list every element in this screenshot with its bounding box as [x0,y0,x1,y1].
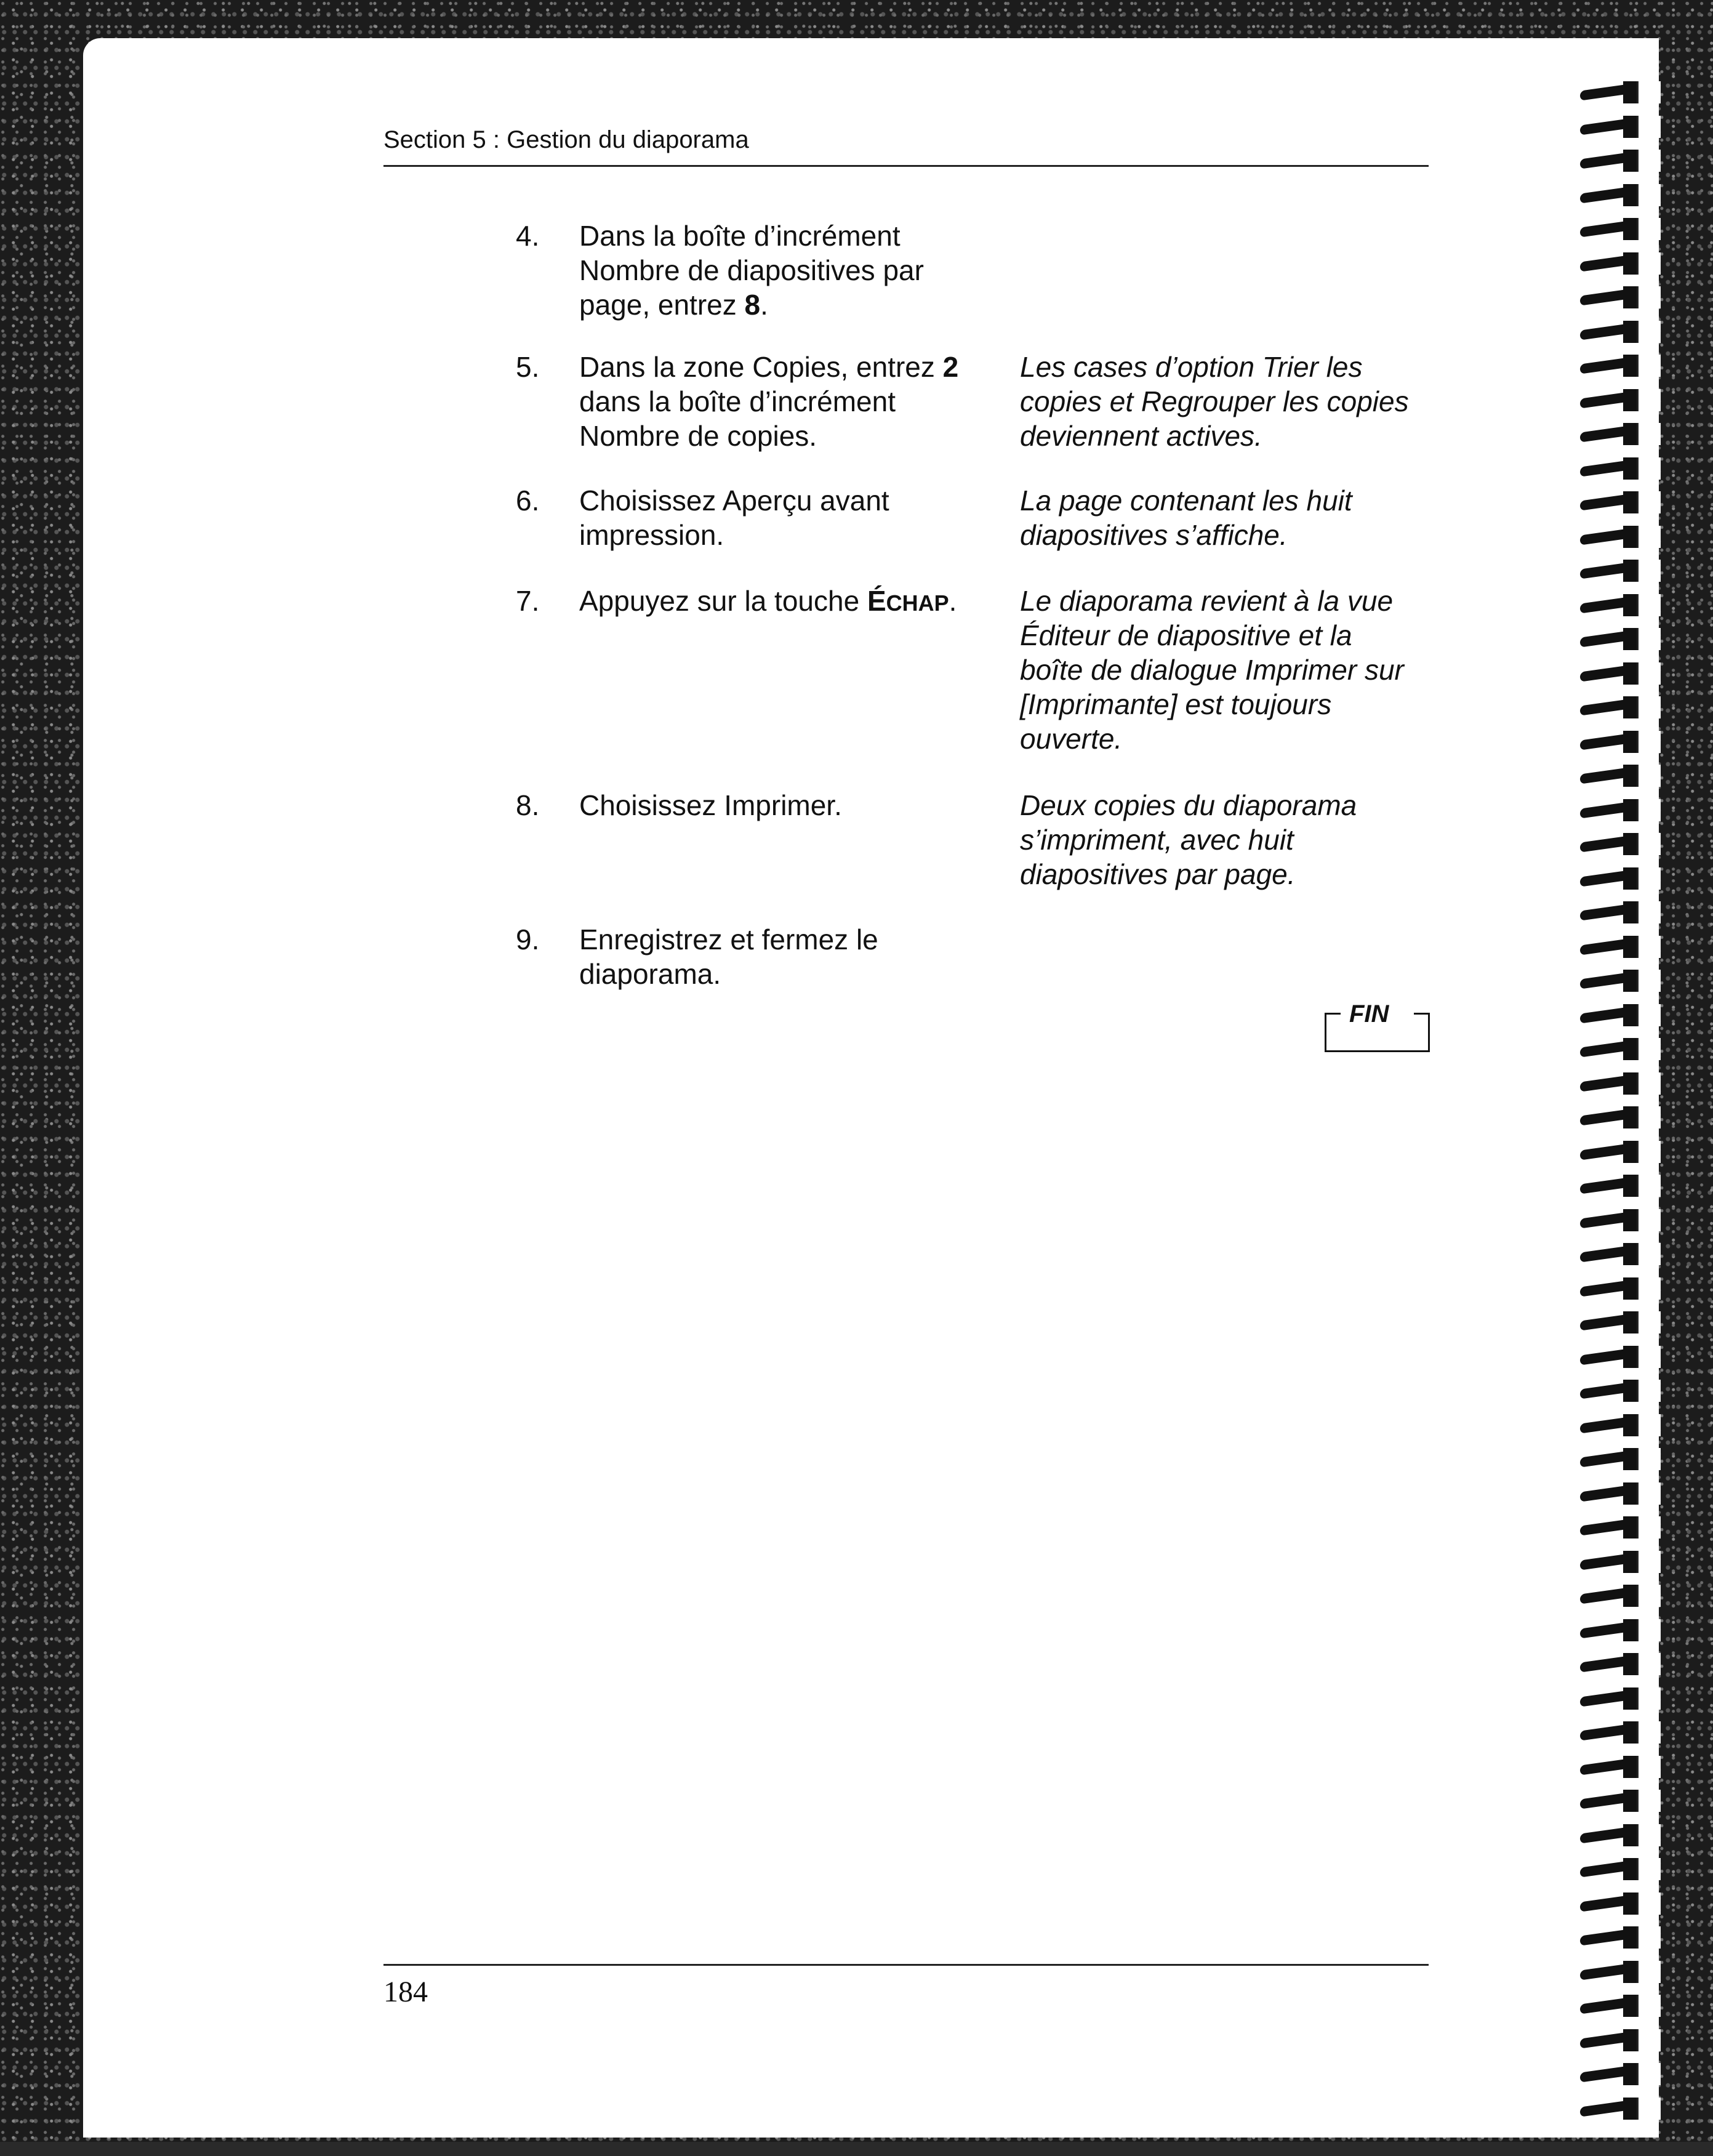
step-number: 4. [516,220,540,252]
spiral-coil [1580,1893,1659,1915]
spiral-binding [1579,81,1659,2156]
spiral-coil [1580,355,1659,377]
spiral-coil [1580,1038,1659,1060]
spiral-coil [1580,321,1659,343]
spiral-coil [1580,867,1659,890]
spiral-coil [1580,423,1659,445]
step-number: 9. [516,923,540,955]
spiral-coil [1580,799,1659,821]
spiral-coil [1580,1482,1659,1505]
spiral-coil [1580,2063,1659,2085]
step-instruction: Appuyez sur la touche ÉCHAP. [579,585,957,617]
spiral-coil [1580,696,1659,718]
spiral-coil [1580,252,1659,275]
step-instruction: Enregistrez et fermez le diaporama. [579,923,878,990]
step-instruction: Choisissez Aperçu avant impression. [579,485,889,551]
spiral-coil [1580,901,1659,923]
spiral-coil [1580,970,1659,992]
spiral-coil [1580,765,1659,787]
spiral-coil [1580,628,1659,650]
spiral-coil [1580,1311,1659,1333]
spiral-coil [1580,1106,1659,1128]
spiral-coil [1580,1551,1659,1573]
spiral-coil [1580,1653,1659,1675]
step-number: 7. [516,585,540,617]
running-head: Section 5 : Gestion du diaporama [383,126,749,153]
spiral-coil [1580,1824,1659,1846]
spiral-coil [1580,218,1659,240]
spiral-coil [1580,1209,1659,1231]
spiral-coil [1580,1243,1659,1265]
spiral-coil [1580,491,1659,513]
step-6-result: La page contenant les huit diapositives s’affiche. [1020,485,1352,551]
spiral-coil [1580,1346,1659,1368]
spiral-coil [1580,936,1659,958]
spiral-coil [1580,1926,1659,1949]
spiral-coil [1580,560,1659,582]
step-number: 8. [516,789,540,821]
spiral-coil [1580,833,1659,855]
footer-rule [383,1964,1429,1966]
end-marker-label: FIN [1346,1000,1392,1028]
spiral-coil [1580,1756,1659,1778]
spiral-coil [1580,1516,1659,1539]
spiral-coil [1580,81,1659,103]
key-name: ÉCHAP [867,585,949,617]
spiral-coil [1580,1858,1659,1880]
spiral-coil [1580,389,1659,411]
step-instruction: Dans la boîte d’incrément Nombre de diapositives par page, entrez 8. [579,220,924,321]
spiral-coil [1580,116,1659,138]
spiral-coil [1580,1619,1659,1641]
step-5-result: Les cases d’option Trier les copies et Regrouper les copies deviennent actives. [1020,351,1409,452]
spiral-coil [1580,1687,1659,1710]
spiral-coil [1580,1380,1659,1402]
spiral-coil [1580,1004,1659,1026]
spiral-coil [1580,662,1659,685]
spiral-coil [1580,1175,1659,1197]
spiral-coil [1580,1585,1659,1607]
step-number: 6. [516,485,540,517]
spiral-coil [1580,184,1659,206]
step-instruction: Choisissez Imprimer. [579,789,842,821]
step-7-result: Le diaporama revient à la vue Éditeur de diapositive et la boîte de dialogue Imprimer sur [Imprimante] est toujours ouverte. [1020,585,1404,755]
spiral-coil [1580,1277,1659,1300]
spiral-coil [1580,731,1659,753]
spiral-coil [1580,286,1659,308]
step-number: 5. [516,351,540,383]
spiral-coil [1580,1790,1659,1812]
page-number: 184 [383,1976,428,2008]
spiral-coil [1580,457,1659,480]
spiral-coil [1580,1721,1659,1744]
spiral-coil [1580,1141,1659,1163]
spiral-coil [1580,150,1659,172]
step-8-result: Deux copies du diaporama s’impriment, avec huit diapositives par page. [1020,789,1357,890]
spiral-coil [1580,1448,1659,1470]
step-instruction: Dans la zone Copies, entrez 2 dans la boîte d’incrément Nombre de copies. [579,351,959,452]
spiral-coil [1580,526,1659,548]
spiral-coil [1580,1072,1659,1095]
spiral-coil [1580,2029,1659,2051]
spiral-coil [1580,1961,1659,1983]
spiral-coil [1580,1995,1659,2017]
header-rule [383,165,1429,167]
spiral-coil [1580,2098,1659,2120]
spiral-coil [1580,594,1659,616]
spiral-coil [1580,1414,1659,1436]
